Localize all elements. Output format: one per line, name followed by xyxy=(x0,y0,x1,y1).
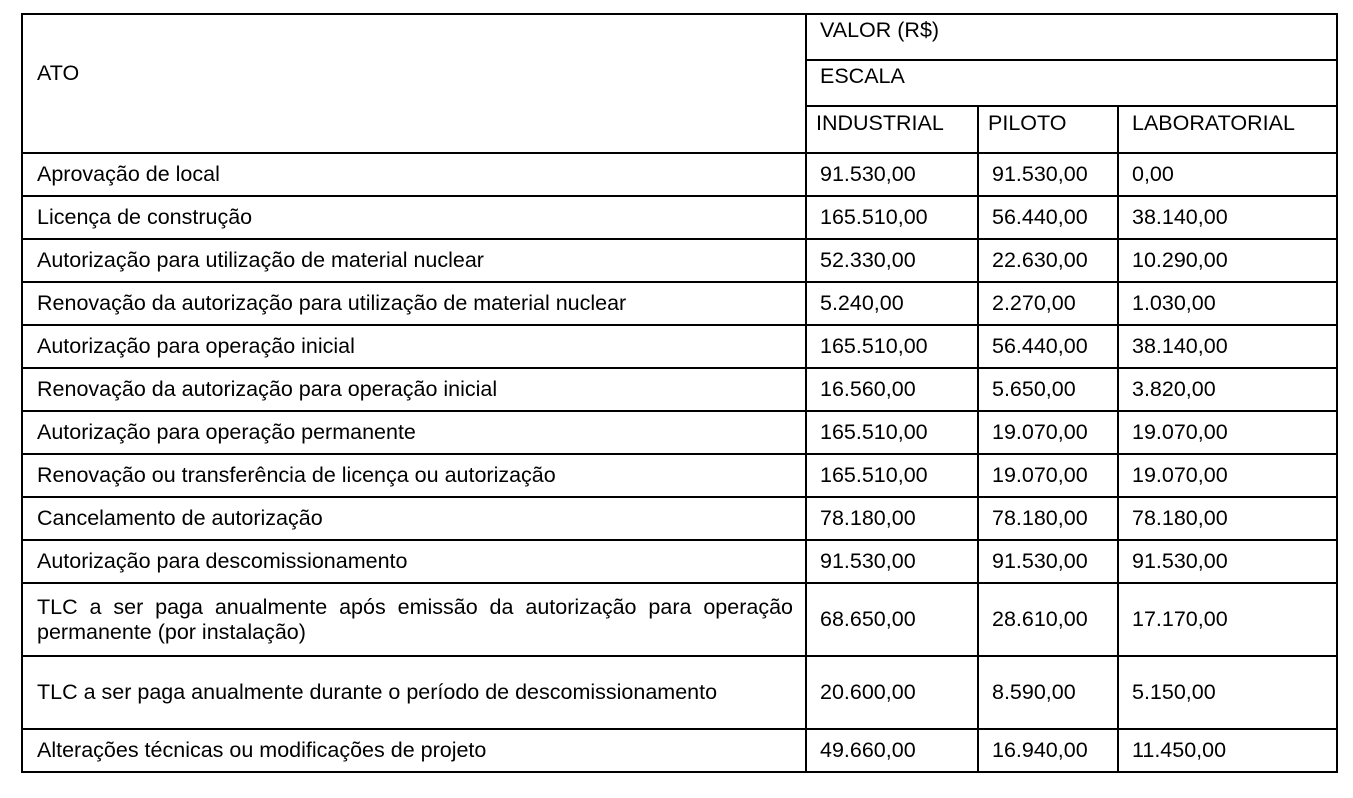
header-ato: ATO xyxy=(22,14,806,153)
laboratorial-cell: 3.820,00 xyxy=(1118,368,1337,411)
laboratorial-cell: 11.450,00 xyxy=(1118,729,1337,772)
laboratorial-cell: 19.070,00 xyxy=(1118,454,1337,497)
table-row xyxy=(22,729,1337,772)
ato-cell: Aprovação de local xyxy=(22,153,806,196)
industrial-cell: 165.510,00 xyxy=(806,411,978,454)
piloto-cell: 91.530,00 xyxy=(978,153,1118,196)
table-row xyxy=(22,239,1337,282)
piloto-cell: 22.630,00 xyxy=(978,239,1118,282)
industrial-cell: 52.330,00 xyxy=(806,239,978,282)
industrial-cell: 49.660,00 xyxy=(806,729,978,772)
table-row xyxy=(22,282,1337,325)
laboratorial-cell: 78.180,00 xyxy=(1118,497,1337,540)
header-piloto: PILOTO xyxy=(978,106,1118,153)
industrial-cell: 16.560,00 xyxy=(806,368,978,411)
piloto-cell: 2.270,00 xyxy=(978,282,1118,325)
piloto-cell: 16.940,00 xyxy=(978,729,1118,772)
industrial-cell: 91.530,00 xyxy=(806,540,978,583)
laboratorial-cell: 10.290,00 xyxy=(1118,239,1337,282)
laboratorial-cell: 19.070,00 xyxy=(1118,411,1337,454)
laboratorial-cell: 5.150,00 xyxy=(1118,656,1337,729)
ato-cell: TLC a ser paga anualmente durante o período de descomissionamento xyxy=(22,656,806,729)
piloto-cell: 28.610,00 xyxy=(978,583,1118,656)
piloto-cell: 78.180,00 xyxy=(978,497,1118,540)
piloto-cell: 56.440,00 xyxy=(978,325,1118,368)
header-escala: ESCALA xyxy=(806,60,1337,106)
industrial-cell: 5.240,00 xyxy=(806,282,978,325)
piloto-cell: 91.530,00 xyxy=(978,540,1118,583)
ato-cell: TLC a ser paga anualmente após emissão da autorização para operação permanente (por instalação) xyxy=(22,583,806,656)
laboratorial-cell: 38.140,00 xyxy=(1118,196,1337,239)
ato-cell: Alterações técnicas ou modificações de projeto xyxy=(22,729,806,772)
header-industrial: INDUSTRIAL xyxy=(806,106,978,153)
industrial-cell: 91.530,00 xyxy=(806,153,978,196)
table-row xyxy=(22,497,1337,540)
fee-table xyxy=(21,13,1338,773)
laboratorial-cell: 91.530,00 xyxy=(1118,540,1337,583)
laboratorial-cell: 0,00 xyxy=(1118,153,1337,196)
laboratorial-cell: 17.170,00 xyxy=(1118,583,1337,656)
ato-cell: Autorização para operação permanente xyxy=(22,411,806,454)
industrial-cell: 165.510,00 xyxy=(806,454,978,497)
laboratorial-cell: 38.140,00 xyxy=(1118,325,1337,368)
table-row xyxy=(22,196,1337,239)
table-row xyxy=(22,583,1337,656)
ato-cell: Autorização para utilização de material nuclear xyxy=(22,239,806,282)
ato-cell: Licença de construção xyxy=(22,196,806,239)
table-row xyxy=(22,368,1337,411)
piloto-cell: 56.440,00 xyxy=(978,196,1118,239)
industrial-cell: 20.600,00 xyxy=(806,656,978,729)
industrial-cell: 78.180,00 xyxy=(806,497,978,540)
piloto-cell: 19.070,00 xyxy=(978,411,1118,454)
piloto-cell: 19.070,00 xyxy=(978,454,1118,497)
industrial-cell: 165.510,00 xyxy=(806,196,978,239)
ato-cell: Renovação da autorização para operação inicial xyxy=(22,368,806,411)
table-row xyxy=(22,454,1337,497)
table-row xyxy=(22,153,1337,196)
table-row xyxy=(22,325,1337,368)
ato-cell: Autorização para operação inicial xyxy=(22,325,806,368)
ato-cell: Cancelamento de autorização xyxy=(22,497,806,540)
piloto-cell: 5.650,00 xyxy=(978,368,1118,411)
ato-cell: Renovação da autorização para utilização de material nuclear xyxy=(22,282,806,325)
table-row xyxy=(22,411,1337,454)
laboratorial-cell: 1.030,00 xyxy=(1118,282,1337,325)
ato-cell: Renovação ou transferência de licença ou autorização xyxy=(22,454,806,497)
piloto-cell: 8.590,00 xyxy=(978,656,1118,729)
table-row xyxy=(22,656,1337,729)
table-row xyxy=(22,540,1337,583)
header-laboratorial: LABORATORIAL xyxy=(1118,106,1337,153)
industrial-cell: 68.650,00 xyxy=(806,583,978,656)
header-valor: VALOR (R$) xyxy=(806,14,1337,60)
industrial-cell: 165.510,00 xyxy=(806,325,978,368)
ato-cell: Autorização para descomissionamento xyxy=(22,540,806,583)
